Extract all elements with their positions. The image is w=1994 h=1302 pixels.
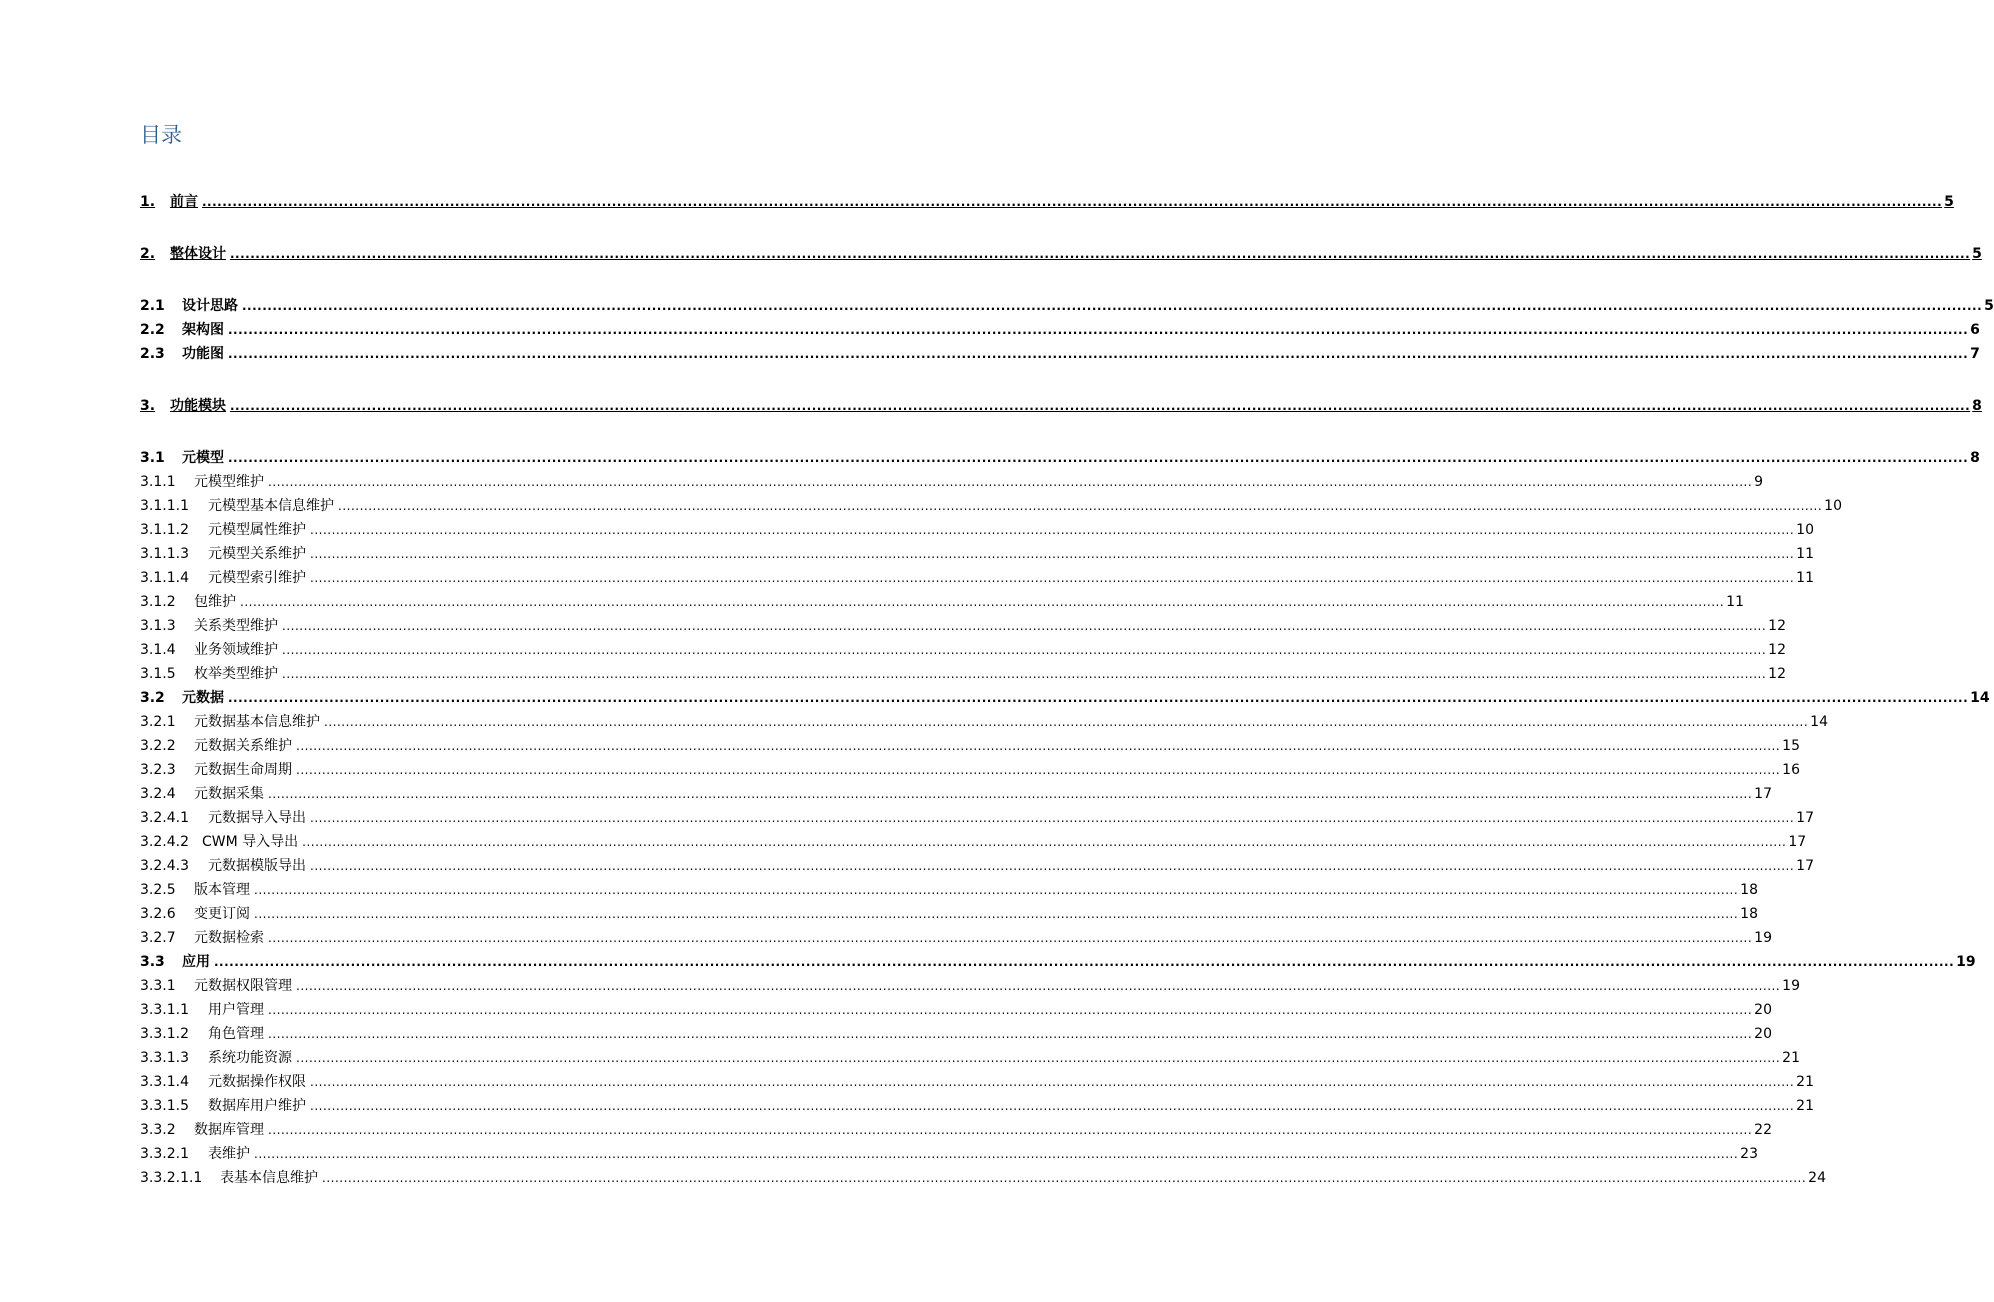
toc-leader-dots: ........................................................................................................................................................................................................................................................................................................................................................ bbox=[310, 811, 1795, 825]
toc-entry-number: 3.3 bbox=[140, 954, 165, 970]
toc-leader-dots: ........................................................................................................................................................................................................................................................................................................................................................ bbox=[268, 1003, 1753, 1017]
toc-entry-number: 3.1.1.2 bbox=[140, 522, 189, 538]
toc-entry-number: 3.1.1 bbox=[140, 474, 176, 490]
toc-entry-title: 关系类型维护 bbox=[194, 618, 278, 634]
toc-entry[interactable] bbox=[140, 780, 1772, 804]
toc-entry-number: 3.3.2 bbox=[140, 1122, 176, 1138]
toc-entry-title: 元数据操作权限 bbox=[208, 1074, 306, 1090]
toc-entry-page-number: 23 bbox=[1740, 1146, 1758, 1162]
toc-entry-page-number: 21 bbox=[1796, 1074, 1814, 1090]
toc-leader-dots: ........................................................................................................................................................................................................................................................................................................................................................ bbox=[282, 643, 1767, 657]
toc-leader-dots: ........................................................................................................................................................................................................................................................................................................................................................ bbox=[254, 1147, 1739, 1161]
toc-entry[interactable] bbox=[140, 996, 1772, 1020]
toc-leader-dots: ........................................................................................................................................................................................................................................................................................................................................................ bbox=[282, 619, 1767, 633]
toc-entry-page-number: 17 bbox=[1788, 834, 1807, 850]
toc-entry[interactable] bbox=[140, 1116, 1772, 1140]
toc-entry-number: 3.3.1.5 bbox=[140, 1098, 189, 1114]
toc-entry-title: 枚举类型维护 bbox=[194, 666, 278, 682]
toc-entry-title: 元模型维护 bbox=[194, 474, 264, 490]
toc-entry[interactable] bbox=[140, 756, 1800, 780]
toc-entry-number: 3.1.4 bbox=[140, 642, 176, 658]
toc-entry[interactable] bbox=[140, 660, 1786, 684]
toc-entry-number: 2.3 bbox=[140, 346, 165, 362]
toc-entry-title: 元数据权限管理 bbox=[194, 978, 292, 994]
toc-entry-page-number: 6 bbox=[1970, 322, 1980, 338]
toc-entry-number: 3.2 bbox=[140, 690, 165, 706]
toc-entry-page-number: 21 bbox=[1796, 1098, 1814, 1114]
toc-entry[interactable] bbox=[140, 732, 1800, 756]
toc-entry[interactable] bbox=[140, 292, 1994, 316]
toc-entry-title: 元数据基本信息维护 bbox=[194, 714, 320, 730]
toc-entry-number: 3.3.1.3 bbox=[140, 1050, 189, 1066]
toc-entry-title: 元模型关系维护 bbox=[208, 546, 306, 562]
toc-entry-number: 3.2.4.1 bbox=[140, 810, 189, 826]
toc-entry-page-number: 20 bbox=[1754, 1002, 1772, 1018]
toc-entry-title: 包维护 bbox=[194, 594, 236, 610]
toc-entry-page-number: 22 bbox=[1754, 1122, 1772, 1138]
toc-entry[interactable] bbox=[140, 684, 1990, 708]
toc-entry[interactable] bbox=[140, 1068, 1814, 1092]
toc-entry-page-number: 12 bbox=[1768, 666, 1786, 682]
toc-entry-page-number: 8 bbox=[1972, 398, 1982, 414]
toc-leader-dots: ........................................................................................................................................................................................................................................................................................................................................................ bbox=[202, 195, 1943, 209]
toc-entry-page-number: 11 bbox=[1796, 570, 1814, 586]
toc-entry-title: 用户管理 bbox=[208, 1002, 264, 1018]
toc-entry-title: 功能模块 bbox=[170, 398, 226, 414]
toc-entry-page-number: 21 bbox=[1782, 1050, 1800, 1066]
toc-entry[interactable] bbox=[140, 392, 1982, 416]
toc-entry-page-number: 14 bbox=[1810, 714, 1828, 730]
toc-entry-title: 表维护 bbox=[208, 1146, 250, 1162]
toc-leader-dots: ........................................................................................................................................................................................................................................................................................................................................................ bbox=[268, 475, 1753, 489]
toc-entry-number: 3.2.6 bbox=[140, 906, 176, 922]
toc-leader-dots: ........................................................................................................................................................................................................................................................................................................................................................ bbox=[228, 691, 1969, 705]
toc-entry[interactable] bbox=[140, 612, 1786, 636]
toc-entry[interactable] bbox=[140, 540, 1814, 564]
toc-leader-dots: ........................................................................................................................................................................................................................................................................................................................................................ bbox=[338, 499, 1823, 513]
toc-entry-number: 3.1 bbox=[140, 450, 165, 466]
toc-entry-number: 2. bbox=[140, 246, 156, 262]
toc-entry-page-number: 8 bbox=[1970, 450, 1980, 466]
toc-entry-title: 版本管理 bbox=[194, 882, 250, 898]
toc-entry[interactable] bbox=[140, 1164, 1826, 1188]
toc-leader-dots: ........................................................................................................................................................................................................................................................................................................................................................ bbox=[230, 247, 1971, 261]
toc-leader-dots: ........................................................................................................................................................................................................................................................................................................................................................ bbox=[310, 571, 1795, 585]
toc-entry[interactable] bbox=[140, 444, 1980, 468]
toc-entry-number: 2.2 bbox=[140, 322, 165, 338]
toc-entry[interactable] bbox=[140, 240, 1982, 264]
toc-entry-number: 3.1.5 bbox=[140, 666, 176, 682]
toc-entry-number: 3.3.2.1 bbox=[140, 1146, 189, 1162]
toc-entry-number: 3.2.1 bbox=[140, 714, 176, 730]
toc-entry[interactable] bbox=[140, 468, 1764, 492]
toc-entry-number: 3.1.1.3 bbox=[140, 546, 189, 562]
toc-entry-page-number: 20 bbox=[1754, 1026, 1772, 1042]
toc-entry-title: 数据库管理 bbox=[194, 1122, 264, 1138]
toc-entry-page-number: 5 bbox=[1984, 298, 1994, 314]
toc-entry-number: 3.1.3 bbox=[140, 618, 176, 634]
toc-entry[interactable] bbox=[140, 636, 1786, 660]
toc-entry-number: 3.3.1 bbox=[140, 978, 176, 994]
toc-entry[interactable] bbox=[140, 804, 1814, 828]
toc-entry-page-number: 5 bbox=[1972, 246, 1982, 262]
toc-entry-title: CWM 导入导出 bbox=[202, 834, 299, 850]
toc-entry-number: 2.1 bbox=[140, 298, 165, 314]
toc-entry-title: 元数据导入导出 bbox=[208, 810, 306, 826]
toc-entry-page-number: 19 bbox=[1956, 954, 1976, 970]
toc-entry-page-number: 10 bbox=[1824, 498, 1842, 514]
toc-entry-page-number: 11 bbox=[1726, 594, 1744, 610]
toc-entry-page-number: 17 bbox=[1754, 786, 1772, 802]
toc-entry-page-number: 10 bbox=[1796, 522, 1814, 538]
toc-leader-dots: ........................................................................................................................................................................................................................................................................................................................................................ bbox=[310, 1099, 1795, 1113]
toc-entry[interactable] bbox=[140, 852, 1814, 876]
toc-entry-page-number: 14 bbox=[1970, 690, 1990, 706]
toc-entry-title: 前言 bbox=[170, 194, 198, 210]
toc-entry-page-number: 17 bbox=[1796, 858, 1814, 874]
toc-entry-title: 应用 bbox=[182, 954, 210, 970]
toc-leader-dots: ........................................................................................................................................................................................................................................................................................................................................................ bbox=[310, 1075, 1795, 1089]
toc-leader-dots: ........................................................................................................................................................................................................................................................................................................................................................ bbox=[296, 763, 1781, 777]
toc-entry-number: 3. bbox=[140, 398, 156, 414]
toc-leader-dots: ........................................................................................................................................................................................................................................................................................................................................................ bbox=[228, 323, 1969, 337]
toc-leader-dots: ........................................................................................................................................................................................................................................................................................................................................................ bbox=[254, 907, 1739, 921]
toc-entry-page-number: 7 bbox=[1970, 346, 1980, 362]
toc-entry-number: 3.3.1.2 bbox=[140, 1026, 189, 1042]
toc-entry[interactable] bbox=[140, 972, 1800, 996]
toc-entry-number: 3.1.1.4 bbox=[140, 570, 189, 586]
toc-leader-dots: ........................................................................................................................................................................................................................................................................................................................................................ bbox=[310, 523, 1795, 537]
toc-entry-title: 元模型 bbox=[182, 450, 224, 466]
toc-leader-dots: ........................................................................................................................................................................................................................................................................................................................................................ bbox=[268, 787, 1753, 801]
toc-entry-title: 表基本信息维护 bbox=[220, 1170, 318, 1186]
toc-entry-title: 元模型属性维护 bbox=[208, 522, 306, 538]
toc-entry-title: 元模型索引维护 bbox=[208, 570, 306, 586]
toc-entry-title: 整体设计 bbox=[170, 246, 226, 262]
toc-leader-dots: ........................................................................................................................................................................................................................................................................................................................................................ bbox=[228, 451, 1969, 465]
toc-leader-dots: ........................................................................................................................................................................................................................................................................................................................................................ bbox=[230, 399, 1971, 413]
toc-entry-page-number: 16 bbox=[1782, 762, 1800, 778]
toc-entry-title: 元模型基本信息维护 bbox=[208, 498, 334, 514]
toc-entry-number: 3.3.1.4 bbox=[140, 1074, 189, 1090]
toc-entry[interactable] bbox=[140, 924, 1772, 948]
toc-leader-dots: ........................................................................................................................................................................................................................................................................................................................................................ bbox=[296, 1051, 1781, 1065]
toc-leader-dots: ........................................................................................................................................................................................................................................................................................................................................................ bbox=[268, 1027, 1753, 1041]
toc-entry-number: 3.2.7 bbox=[140, 930, 176, 946]
toc-entry[interactable] bbox=[140, 316, 1980, 340]
toc-leader-dots: ........................................................................................................................................................................................................................................................................................................................................................ bbox=[296, 979, 1781, 993]
toc-entry-page-number: 9 bbox=[1754, 474, 1764, 490]
toc-entry-number: 3.1.2 bbox=[140, 594, 176, 610]
toc-entry-number: 3.2.4.3 bbox=[140, 858, 189, 874]
toc-entry[interactable] bbox=[140, 492, 1842, 516]
toc-entry-page-number: 15 bbox=[1782, 738, 1800, 754]
toc-entry-number: 3.1.1.1 bbox=[140, 498, 189, 514]
toc-entry-page-number: 11 bbox=[1796, 546, 1814, 562]
toc-entry[interactable] bbox=[140, 340, 1980, 364]
toc-entry-number: 3.3.2.1.1 bbox=[140, 1170, 203, 1186]
toc-entry-page-number: 18 bbox=[1740, 882, 1758, 898]
toc-entry[interactable] bbox=[140, 876, 1758, 900]
toc-leader-dots: ........................................................................................................................................................................................................................................................................................................................................................ bbox=[242, 299, 1983, 313]
toc-entry[interactable] bbox=[140, 588, 1744, 612]
toc-leader-dots: ........................................................................................................................................................................................................................................................................................................................................................ bbox=[322, 1171, 1807, 1185]
toc-entry-page-number: 18 bbox=[1740, 906, 1758, 922]
toc-entry[interactable] bbox=[140, 828, 1807, 852]
toc-entry-title: 元数据采集 bbox=[194, 786, 264, 802]
toc-leader-dots: ........................................................................................................................................................................................................................................................................................................................................................ bbox=[254, 883, 1739, 897]
toc-entry[interactable] bbox=[140, 1092, 1814, 1116]
toc-entry[interactable] bbox=[140, 1140, 1758, 1164]
toc-entry-title: 数据库用户维护 bbox=[208, 1098, 306, 1114]
toc-entry-page-number: 19 bbox=[1754, 930, 1772, 946]
toc-leader-dots: ........................................................................................................................................................................................................................................................................................................................................................ bbox=[268, 1123, 1753, 1137]
toc-entry-title: 元数据模版导出 bbox=[208, 858, 306, 874]
toc-entry-number: 3.3.1.1 bbox=[140, 1002, 189, 1018]
toc-entry-title: 设计思路 bbox=[182, 298, 238, 314]
toc-leader-dots: ........................................................................................................................................................................................................................................................................................................................................................ bbox=[282, 667, 1767, 681]
toc-entry[interactable] bbox=[140, 516, 1814, 540]
toc-leader-dots: ........................................................................................................................................................................................................................................................................................................................................................ bbox=[240, 595, 1725, 609]
toc-entry-title: 角色管理 bbox=[208, 1026, 264, 1042]
toc-entry[interactable] bbox=[140, 708, 1828, 732]
toc-entry-number: 3.2.2 bbox=[140, 738, 176, 754]
toc-entry-page-number: 5 bbox=[1944, 194, 1954, 210]
toc-entry-title: 元数据 bbox=[182, 690, 224, 706]
toc-leader-dots: ........................................................................................................................................................................................................................................................................................................................................................ bbox=[228, 347, 1969, 361]
toc-entry[interactable] bbox=[140, 564, 1814, 588]
toc-entry-title: 功能图 bbox=[182, 346, 224, 362]
toc-entry-page-number: 12 bbox=[1768, 642, 1786, 658]
toc-entry-title: 元数据关系维护 bbox=[194, 738, 292, 754]
toc-leader-dots: ........................................................................................................................................................................................................................................................................................................................................................ bbox=[268, 931, 1753, 945]
toc-leader-dots: ........................................................................................................................................................................................................................................................................................................................................................ bbox=[296, 739, 1781, 753]
toc-title: 目录 bbox=[140, 123, 182, 147]
toc-entry-title: 架构图 bbox=[182, 322, 224, 338]
toc-entry-number: 3.2.5 bbox=[140, 882, 176, 898]
toc-entry-title: 业务领域维护 bbox=[194, 642, 278, 658]
toc-entry[interactable] bbox=[140, 188, 1954, 212]
toc-entry-number: 3.2.3 bbox=[140, 762, 176, 778]
toc-leader-dots: ........................................................................................................................................................................................................................................................................................................................................................ bbox=[302, 835, 1787, 849]
toc-leader-dots: ........................................................................................................................................................................................................................................................................................................................................................ bbox=[324, 715, 1809, 729]
toc-leader-dots: ........................................................................................................................................................................................................................................................................................................................................................ bbox=[214, 955, 1955, 969]
toc-entry[interactable] bbox=[140, 948, 1976, 972]
toc-entry-title: 系统功能资源 bbox=[208, 1050, 292, 1066]
toc-entry-title: 元数据检索 bbox=[194, 930, 264, 946]
toc-entry-page-number: 17 bbox=[1796, 810, 1814, 826]
toc-entry-page-number: 12 bbox=[1768, 618, 1786, 634]
toc-entry-page-number: 19 bbox=[1782, 978, 1800, 994]
toc-leader-dots: ........................................................................................................................................................................................................................................................................................................................................................ bbox=[310, 859, 1795, 873]
toc-entry-number: 3.2.4.2 bbox=[140, 834, 189, 850]
toc-entry[interactable] bbox=[140, 1044, 1800, 1068]
toc-leader-dots: ........................................................................................................................................................................................................................................................................................................................................................ bbox=[310, 547, 1795, 561]
toc-entry-title: 变更订阅 bbox=[194, 906, 250, 922]
toc-entry-number: 1. bbox=[140, 194, 156, 210]
toc-entry-number: 3.2.4 bbox=[140, 786, 176, 802]
toc-entry-title: 元数据生命周期 bbox=[194, 762, 292, 778]
toc-entry[interactable] bbox=[140, 900, 1758, 924]
toc-entry-page-number: 24 bbox=[1808, 1170, 1826, 1186]
toc-entry[interactable] bbox=[140, 1020, 1772, 1044]
